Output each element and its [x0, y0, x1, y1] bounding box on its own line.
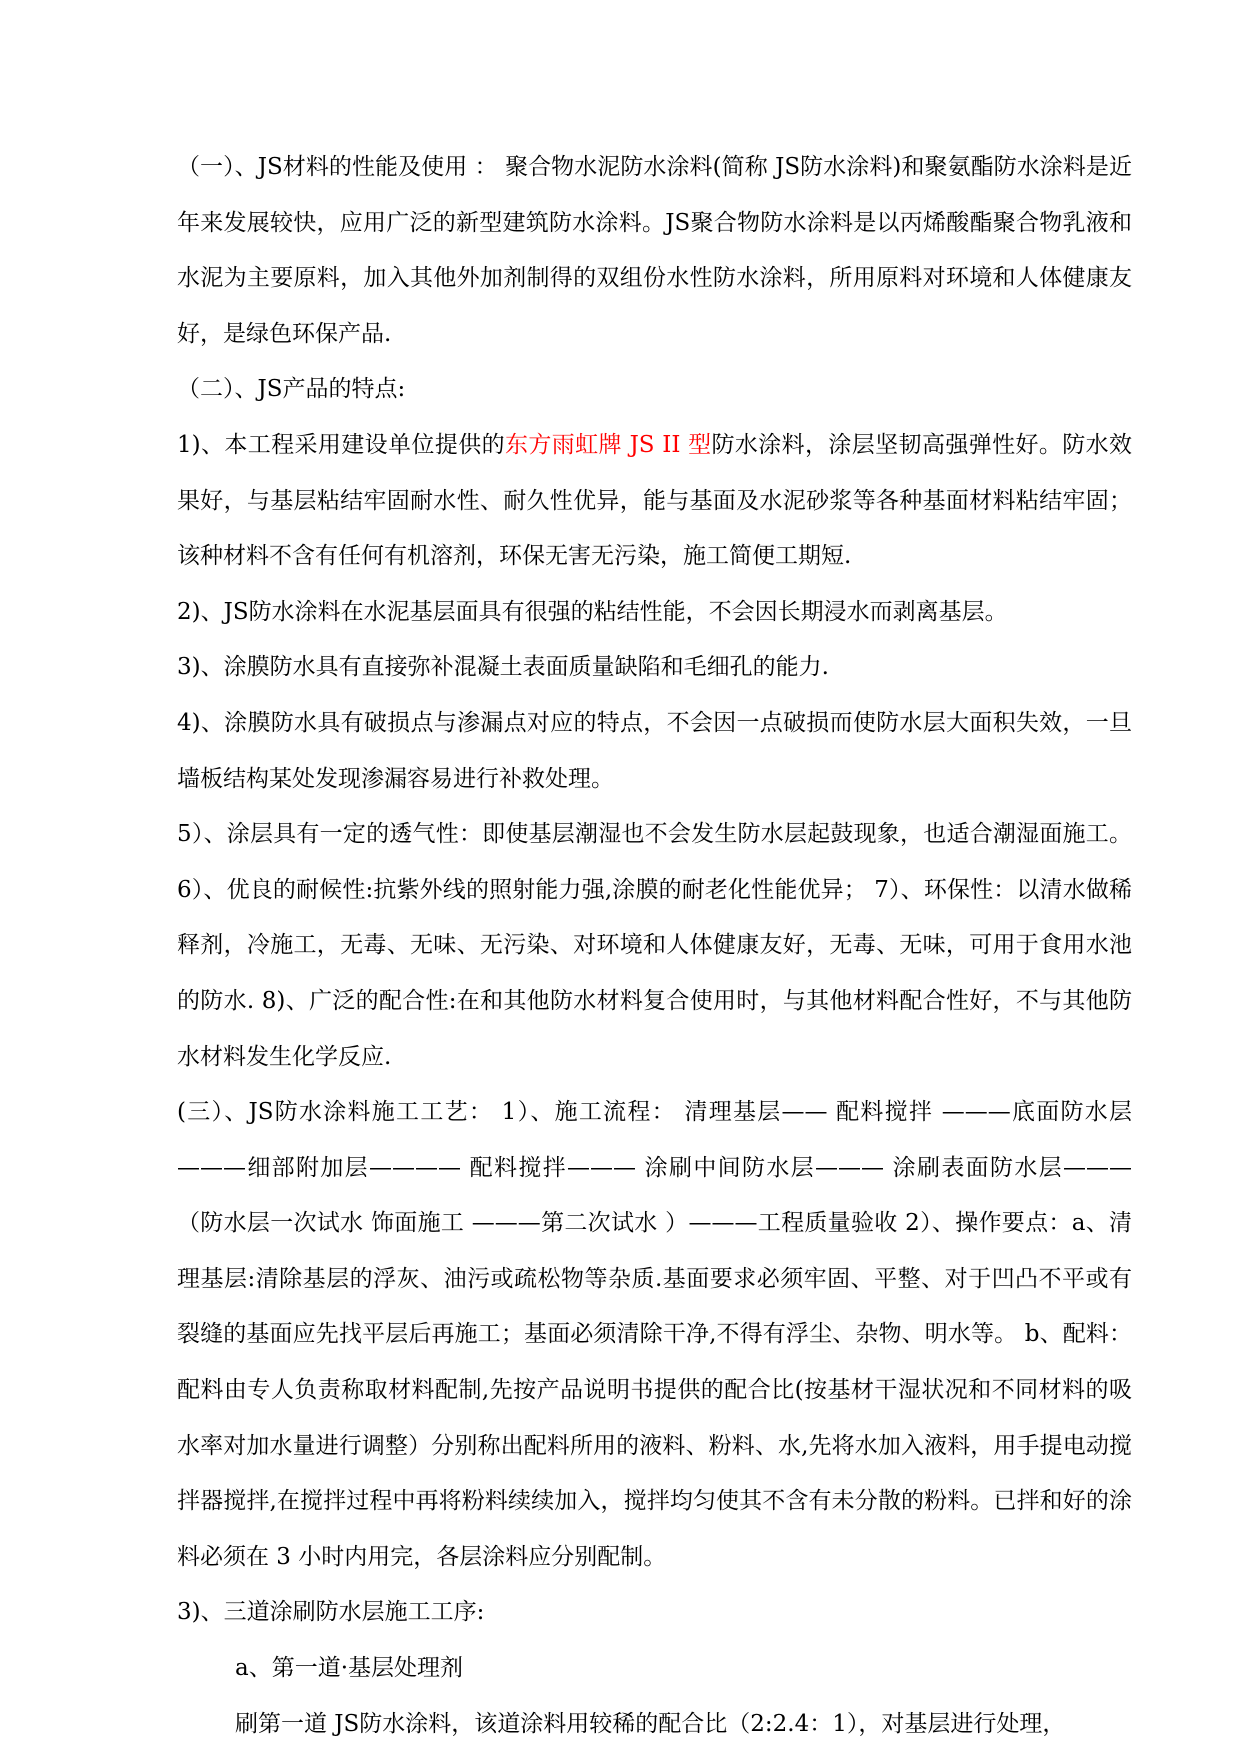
paragraph-feature-2: 2)、JS防水涂料在水泥基层面具有很强的粘结性能，不会因长期浸水而剥离基层。 [177, 598, 1008, 625]
paragraph-features-5-8: 5）、涂层具有一定的透气性：即使基层潮湿也不会发生防水层起鼓现象，也适合潮湿面施工。 6）、优良的耐候性:抗紫外线的照射能力强,涂膜的耐老化性能优异； 7）、环保性：以清水做稀释剂，冷施工，无毒、无味、无污染、对环境和人体健康友好，无毒、无味，可用于食用水池的防水. 8)、广泛的配合性:在和其他防水材料复合使用时，与其他材料配合性好，不与其他防水材料发生化学反应. [177, 821, 1132, 1070]
subheading-first-coat: a、第一道·基层处理剂 [235, 1655, 464, 1682]
paragraph-feature-3: 3)、涂膜防水具有直接弥补混凝土表面质量缺陷和毛细孔的能力. [177, 654, 829, 681]
feature-1-suffix: 防水涂料，涂层坚韧高强弹性好。防水效果好，与基层粘结牢固耐水性、耐久性优异，能与基面及水泥砂浆等各种基面材料粘结牢固；该种材料不含有任何有机溶剂，环保无害无污染，施工简便工期短. [177, 431, 1133, 570]
paragraph-feature-1 [177, 418, 1132, 585]
document-body [177, 140, 1132, 1752]
heading-js-product-features: （二）、JS产品的特点: [177, 376, 406, 403]
paragraph-js-material-performance: （一）、JS材料的性能及使用 ： 聚合物水泥防水涂料(简称 JS防水涂料)和聚氨酯防水涂料是近年来发展较快，应用广泛的新型建筑防水涂料。JS聚合物防水涂料是以丙烯酸酯聚合物乳液和水泥为主要原料，加入其他外加剂制得的双组份水性防水涂料，所用原料对环境和人体健康友好，是绿色环保产品. [177, 154, 1132, 347]
paragraph-construction-process: (三）、JS防水涂料施工工艺： 1）、施工流程： 清理基层—— 配料搅拌 ———底面防水层 ———细部附加层———— 配料搅拌——— 涂刷中间防水层——— 涂刷表面防水层———（防水层一次试水 饰面施工 ———第二次试水 ）———工程质量验收 2）、操作要点：a、清理基层:清除基层的浮灰、油污或疏松物等杂质.基面要求必须牢固、平整、对于凹凸不平或有裂缝的基面应先找平层后再施工；基面必须清除干净,不得有浮尘、杂物、明水等。 b、配料： 配料由专人负责称取材料配制,先按产品说明书提供的配合比(按基材干湿状况和不同材料的吸水率对加水量进行调整）分别称出配料所用的液料、粉料、水,先将水加入液料，用手提电动搅拌器搅拌,在搅拌过程中再将粉料续续加入，搅拌均匀使其不含有未分散的粉料。已拌和好的涂料必须在 3 小时内用完，各层涂料应分别配制。 [177, 1099, 1132, 1570]
product-brand-highlight: 东方雨虹牌 JS II 型 [504, 431, 712, 458]
heading-three-coat-procedure: 3)、三道涂刷防水层施工工序: [177, 1599, 485, 1626]
paragraph-first-coat: 刷第一道 JS防水涂料，该道涂料用较稀的配合比（2:2.4：1），对基层进行处理， [235, 1710, 1066, 1737]
paragraph-feature-4: 4)、涂膜防水具有破损点与渗漏点对应的特点，不会因一点破损而使防水层大面积失效，一旦墙板结构某处发现渗漏容易进行补救处理。 [177, 709, 1132, 792]
feature-1-prefix: 1)、本工程采用建设单位提供的 [177, 431, 505, 458]
